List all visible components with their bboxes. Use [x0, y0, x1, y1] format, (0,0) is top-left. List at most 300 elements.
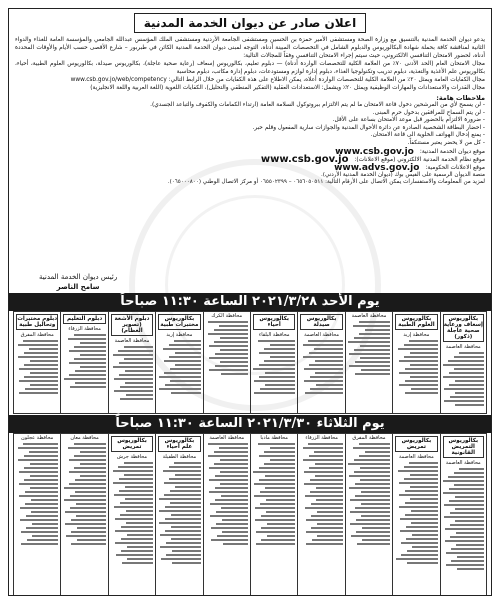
- text-line: [407, 550, 438, 552]
- text-line: [305, 507, 343, 509]
- text-line: [113, 366, 153, 368]
- text-line: [349, 353, 391, 355]
- text-line: [443, 376, 484, 378]
- text-line: [163, 348, 200, 350]
- text-line: [405, 514, 437, 516]
- text-line: [214, 451, 248, 453]
- text-line: [259, 455, 296, 457]
- text-line: [311, 515, 343, 517]
- text-line: [30, 487, 58, 489]
- text-line: [120, 514, 153, 516]
- text-line: [222, 519, 248, 521]
- text-line: [264, 360, 295, 362]
- text-line: [24, 352, 59, 354]
- text-line: [444, 516, 484, 518]
- text-line: [265, 384, 295, 386]
- note-item: - لن يسمح لأي من المرشحين دخول قاعة الامتحان ما لم يتم الالتزام ببروتوكول السلامة العامة (ارتداء الكمامات والكفوف والتباعد الجسدي).: [15, 102, 485, 110]
- text-line: [449, 372, 484, 374]
- text-line: [303, 356, 342, 358]
- text-line: [405, 392, 437, 394]
- governorate-label: محافظة إربد: [403, 332, 430, 338]
- text-line: [113, 482, 153, 484]
- text-line: [208, 443, 248, 445]
- text-line: [400, 530, 437, 532]
- text-line: [409, 340, 437, 342]
- text-line: [443, 364, 484, 366]
- text-line: [410, 486, 438, 488]
- text-line: [76, 503, 106, 505]
- text-line: [459, 468, 484, 470]
- text-line: [172, 550, 201, 552]
- signature-title: رئيس ديوان الخدمة المدنية: [39, 273, 118, 281]
- text-line: [457, 568, 484, 570]
- notes-list: [15, 102, 485, 148]
- text-line: [304, 380, 343, 382]
- text-line: [71, 531, 106, 533]
- text-line: [169, 478, 200, 480]
- text-line: [126, 510, 154, 512]
- text-line: [171, 392, 201, 394]
- text-line: [356, 519, 390, 521]
- text-line: [127, 558, 153, 560]
- schedule-cell: [345, 434, 392, 596]
- text-line: [68, 447, 106, 449]
- text-line: [214, 463, 248, 465]
- text-line: [353, 325, 390, 327]
- text-line: [261, 527, 295, 529]
- csb-ads-link[interactable]: www.csb.gov.jo: [260, 153, 349, 165]
- text-line: [19, 368, 59, 370]
- text-line: [399, 360, 438, 362]
- text-line: [255, 507, 296, 509]
- text-line: [361, 515, 390, 517]
- text-line: [354, 471, 390, 473]
- text-line: [305, 392, 343, 394]
- text-line: [360, 479, 390, 481]
- text-line: [25, 388, 59, 390]
- text-line: [410, 376, 437, 378]
- governorate-label: محافظة الطفيلة: [162, 454, 197, 460]
- text-line: [159, 498, 201, 500]
- text-line: [69, 362, 106, 364]
- text-line: [304, 368, 343, 370]
- text-line: [217, 535, 248, 537]
- text-line: [450, 396, 484, 398]
- schedule-cell: [250, 312, 297, 414]
- text-line: [80, 366, 105, 368]
- text-line: [122, 562, 153, 564]
- text-line: [24, 364, 58, 366]
- text-line: [315, 360, 343, 362]
- text-line: [254, 392, 295, 394]
- text-line: [455, 520, 484, 522]
- text-line: [121, 550, 153, 552]
- governorate-label: محافظة الزرقاء: [305, 435, 338, 441]
- text-line: [401, 542, 438, 544]
- text-line: [355, 507, 390, 509]
- text-line: [348, 463, 390, 465]
- text-line: [29, 451, 58, 453]
- schedule-cell: [392, 434, 439, 596]
- text-line: [446, 564, 484, 566]
- text-line: [165, 506, 201, 508]
- schedule-cell: [440, 312, 487, 414]
- text-line: [69, 471, 106, 473]
- text-line: [265, 487, 295, 489]
- text-line: [21, 531, 59, 533]
- text-line: [259, 364, 295, 366]
- schedule-cell: [155, 434, 202, 596]
- text-line: [120, 386, 153, 388]
- text-line: [165, 530, 200, 532]
- text-line: [118, 466, 153, 468]
- text-line: [166, 554, 200, 556]
- text-line: [125, 370, 153, 372]
- text-line: [120, 502, 153, 504]
- text-line: [312, 539, 343, 541]
- text-line: [23, 340, 58, 342]
- text-line: [171, 514, 201, 516]
- text-line: [174, 340, 200, 342]
- text-line: [406, 538, 437, 540]
- text-line: [410, 474, 438, 476]
- text-line: [454, 472, 484, 474]
- notes-heading: ملاحظات هامة:: [436, 94, 485, 102]
- governorate-label: محافظة الكرك: [211, 313, 243, 319]
- text-line: [306, 519, 343, 521]
- link-label: موقع نظام الخدمة المدنية الالكتروني (موقع الاعلانات):: [354, 156, 485, 163]
- text-line: [356, 531, 390, 533]
- text-line: [409, 462, 437, 464]
- text-line: [256, 543, 295, 545]
- link-label: موقع الاعلانات الحكومية:: [425, 164, 485, 171]
- text-line: [303, 447, 343, 449]
- text-line: [221, 507, 248, 509]
- text-line: [220, 471, 248, 473]
- text-line: [446, 552, 484, 554]
- text-line: [359, 321, 390, 323]
- text-line: [175, 474, 201, 476]
- governorate-label: محافظة معان: [70, 435, 99, 441]
- text-line: [19, 380, 58, 382]
- text-line: [259, 479, 295, 481]
- text-line: [121, 526, 154, 528]
- text-line: [270, 447, 296, 449]
- governorate-label: محافظة جرش: [116, 454, 148, 460]
- text-line: [351, 535, 390, 537]
- text-line: [450, 512, 484, 514]
- text-line: [444, 504, 484, 506]
- text-line: [125, 486, 153, 488]
- text-line: [399, 494, 438, 496]
- text-line: [270, 356, 295, 358]
- schedule-cell: [297, 312, 344, 414]
- text-line: [163, 470, 200, 472]
- text-line: [29, 348, 58, 350]
- link-label: موقع ديوان الخدمة المدنية:: [419, 148, 485, 155]
- schedule-cell: [13, 434, 60, 596]
- text-line: [24, 467, 58, 469]
- text-line: [113, 354, 153, 356]
- schedule-cell: [108, 312, 155, 414]
- text-line: [216, 523, 248, 525]
- text-line: [220, 361, 248, 363]
- text-line: [404, 478, 438, 480]
- text-line: [120, 398, 153, 400]
- governorate-label: محافظة عجلون: [21, 435, 54, 441]
- text-line: [124, 474, 153, 476]
- text-line: [399, 372, 438, 374]
- text-line: [406, 526, 438, 528]
- schedule-cell: [60, 434, 107, 596]
- text-line: [66, 535, 106, 537]
- text-line: [404, 466, 438, 468]
- specialty-heading: بكالوريوس صيدلة: [300, 314, 342, 330]
- text-line: [159, 510, 201, 512]
- schedule-cell: [13, 312, 60, 414]
- text-line: [405, 380, 438, 382]
- text-line: [361, 503, 390, 505]
- day2-grid: [13, 433, 487, 596]
- text-line: [69, 459, 106, 461]
- text-line: [410, 364, 438, 366]
- text-line: [27, 539, 59, 541]
- text-line: [260, 388, 296, 390]
- text-line: [456, 544, 484, 546]
- text-line: [353, 447, 390, 449]
- specialty-heading: بكالوريوس تمريض: [395, 436, 437, 452]
- text-line: [71, 519, 106, 521]
- text-line: [360, 357, 390, 359]
- contact-line: لمزيد من المعلومات والاستفسارات يمكن الاتصال على الأرقام التالية: ٠٦٥٦٠٥٠٥١١ – ٠٦٥٥٠٢٣٩٩ أو مركز الاتصال الوطني (٠٦٥٠٠٠٨٠٠).: [167, 179, 485, 186]
- text-line: [445, 528, 484, 530]
- schedule-cell: [297, 434, 344, 596]
- text-line: [398, 470, 437, 472]
- text-line: [19, 483, 58, 485]
- text-line: [361, 491, 391, 493]
- text-line: [258, 340, 295, 342]
- text-line: [359, 333, 390, 335]
- text-line: [316, 487, 343, 489]
- text-line: [411, 510, 438, 512]
- text-line: [457, 556, 484, 558]
- schedule-cell: [250, 434, 297, 596]
- day2-banner: يوم الثلاثاء ٢٠٢١/٣/٣٠ الساعة ١١:٣٠ صباحاً: [9, 415, 491, 433]
- text-line: [261, 539, 295, 541]
- text-line: [80, 451, 106, 453]
- text-line: [454, 356, 484, 358]
- text-line: [209, 357, 248, 359]
- text-line: [80, 342, 106, 344]
- text-line: [18, 459, 58, 461]
- text-line: [258, 443, 295, 445]
- text-line: [455, 508, 484, 510]
- text-line: [119, 490, 153, 492]
- text-line: [164, 494, 200, 496]
- text-line: [311, 527, 342, 529]
- text-line: [310, 376, 343, 378]
- text-line: [26, 515, 59, 517]
- text-line: [115, 530, 153, 532]
- specialty-heading: دبلوم الأشعة (تصوير العظام): [111, 314, 153, 336]
- text-line: [348, 341, 390, 343]
- text-line: [219, 447, 248, 449]
- text-line: [445, 540, 484, 542]
- text-line: [315, 463, 343, 465]
- advs-link[interactable]: www.advs.gov.jo: [334, 162, 420, 173]
- text-line: [354, 337, 390, 339]
- text-line: [308, 340, 342, 342]
- note-item: - كل من لا يحضر يعتبر مستنكفاً.: [15, 140, 485, 148]
- text-line: [30, 463, 59, 465]
- text-line: [208, 455, 248, 457]
- text-line: [70, 386, 106, 388]
- text-line: [64, 499, 106, 501]
- text-line: [170, 490, 201, 492]
- text-line: [455, 404, 484, 406]
- text-line: [355, 483, 391, 485]
- announcement-page: [8, 8, 492, 596]
- text-line: [455, 380, 484, 382]
- schedule-cell: [155, 312, 202, 414]
- text-line: [306, 543, 342, 545]
- text-line: [304, 483, 343, 485]
- text-line: [264, 463, 295, 465]
- text-line: [361, 369, 391, 371]
- governorate-label: محافظة العاصمة: [445, 460, 481, 466]
- text-line: [118, 350, 153, 352]
- text-line: [454, 368, 484, 370]
- text-line: [20, 519, 58, 521]
- text-line: [119, 374, 153, 376]
- governorate-label: محافظة إربد: [166, 332, 193, 338]
- text-line: [404, 344, 438, 346]
- text-line: [18, 356, 58, 358]
- text-line: [170, 380, 201, 382]
- text-line: [119, 362, 153, 364]
- text-line: [399, 384, 437, 386]
- text-line: [74, 358, 105, 360]
- text-line: [412, 534, 438, 536]
- text-line: [209, 345, 248, 347]
- governorate-label: محافظة العاصمة: [304, 332, 340, 338]
- text-line: [317, 535, 342, 537]
- text-line: [114, 390, 153, 392]
- text-line: [260, 503, 295, 505]
- text-line: [210, 503, 248, 505]
- text-line: [209, 369, 248, 371]
- text-line: [209, 479, 248, 481]
- text-line: [208, 333, 248, 335]
- text-line: [455, 392, 484, 394]
- text-line: [221, 373, 248, 375]
- text-line: [451, 548, 484, 550]
- text-line: [261, 515, 296, 517]
- text-line: [451, 560, 484, 562]
- text-line: [80, 475, 105, 477]
- field-3: مجال القدرات والاستعدادات والمهارات الوظيفية ويمثل ٢٠٪ ويشمل: الاستعدادات العقلية (التفكير المنطقي والتحليل)، الكفايات اللغوية (اللغة العربية واللغة الانجليزية): [90, 85, 485, 91]
- text-line: [116, 554, 153, 556]
- text-line: [68, 338, 106, 340]
- text-line: [75, 491, 106, 493]
- text-line: [32, 535, 58, 537]
- text-line: [401, 554, 437, 556]
- text-line: [24, 479, 58, 481]
- text-line: [305, 495, 343, 497]
- text-line: [404, 356, 438, 358]
- text-line: [175, 352, 201, 354]
- text-line: [265, 372, 296, 374]
- text-line: [166, 542, 201, 544]
- text-line: [164, 372, 200, 374]
- schedule-cell: [203, 434, 250, 596]
- text-line: [350, 511, 390, 513]
- text-line: [267, 535, 295, 537]
- text-line: [265, 475, 296, 477]
- text-line: [315, 372, 343, 374]
- specialty-heading: دبلوم مختبرات وتحاليل طبية: [17, 316, 58, 328]
- text-line: [74, 443, 106, 445]
- text-line: [210, 515, 248, 517]
- signature-block: [39, 272, 117, 292]
- text-line: [455, 496, 484, 498]
- text-line: [30, 360, 59, 362]
- text-line: [405, 368, 438, 370]
- text-line: [411, 522, 437, 524]
- signature-name: سامح الناصر: [56, 283, 100, 291]
- text-line: [18, 344, 59, 346]
- text-line: [444, 400, 484, 402]
- schedule-cell: [440, 434, 487, 596]
- text-line: [310, 388, 343, 390]
- text-line: [400, 518, 438, 520]
- text-line: [32, 523, 59, 525]
- text-line: [211, 527, 248, 529]
- text-line: [309, 352, 343, 354]
- text-line: [165, 384, 201, 386]
- text-line: [74, 455, 106, 457]
- text-line: [360, 345, 391, 347]
- specialty-heading: بكالوريوس العلوم الطبية: [395, 314, 437, 330]
- note-item: - يمنع إدخال الهواتف الخلوية الى قاعة الامتحان.: [15, 132, 485, 140]
- governorate-label: محافظة العاصمة: [114, 338, 150, 344]
- text-line: [215, 499, 248, 501]
- text-line: [303, 344, 343, 346]
- text-line: [410, 498, 437, 500]
- text-line: [222, 531, 248, 533]
- governorate-label: محافظة المفرق: [20, 332, 54, 338]
- text-line: [349, 487, 390, 489]
- text-line: [314, 348, 342, 350]
- text-line: [211, 539, 248, 541]
- text-line: [443, 492, 484, 494]
- csb-link[interactable]: www.csb.gov.jo: [335, 146, 414, 157]
- text-line: [114, 378, 153, 380]
- text-line: [450, 536, 484, 538]
- link-row: [15, 148, 485, 156]
- text-line: [407, 562, 438, 564]
- text-line: [75, 479, 106, 481]
- note-item: - ضرورة الالتزام بالحضور قبل موعد الامتحان بساعة على الأقل.: [15, 117, 485, 125]
- text-line: [115, 542, 153, 544]
- text-line: [30, 384, 58, 386]
- text-line: [209, 491, 248, 493]
- text-line: [208, 321, 248, 323]
- page-title: اعلان صادر عن ديوان الخدمة المدنية: [134, 13, 366, 33]
- text-line: [124, 358, 153, 360]
- field-2: مجال الكفايات العامة ويمثل ٢٠٪ من العلامة الكلية للتخصصات الواردة أعلاه، يمكن الاطلاع على هذه الكفايات من خلال الرابط التالي: www.csb.gov.jo/web/competency: [70, 77, 485, 83]
- specialty-heading: بكالوريوس مختبرات طبية: [158, 314, 200, 330]
